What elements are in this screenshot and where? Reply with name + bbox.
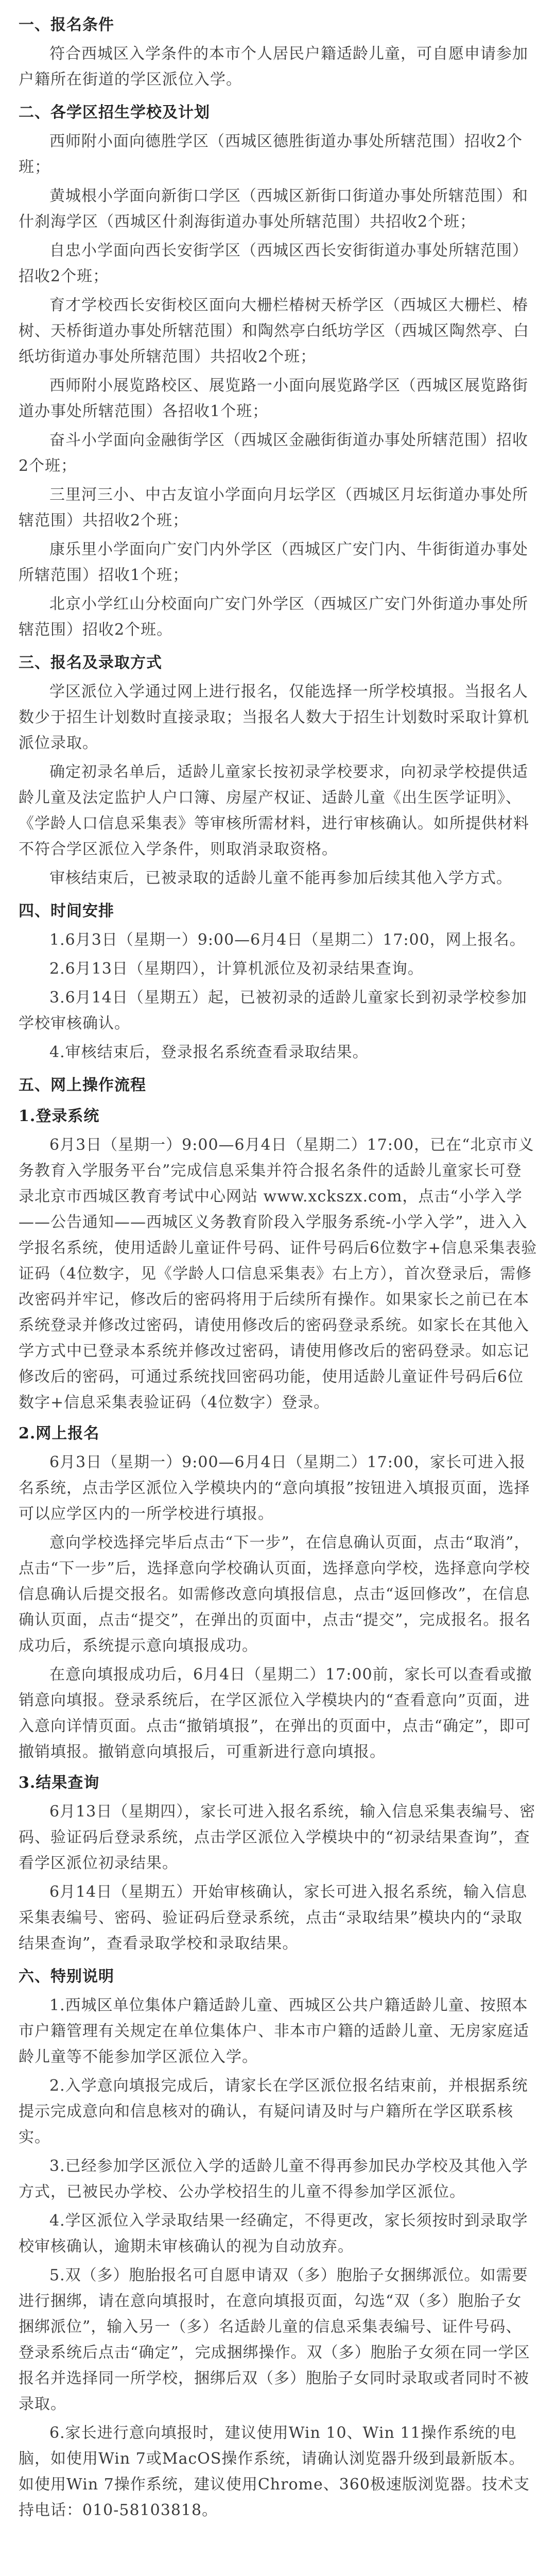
paragraph: 4.学区派位入学录取结果一经确定，不得更改，家长须按时到录取学校审核确认，逾期未审核确认的视为自动放弃。 (19, 2212, 528, 2256)
section-heading: 三、报名及录取方式 (19, 654, 162, 672)
paragraph: 6月14日（星期五）开始审核确认，家长可进入报名系统，输入信息采集表编号、密码、验证码后登录系统，点击“录取结果”模块内的“录取结果查询”，查看录取学校和录取结果。 (19, 1883, 528, 1953)
paragraph: 奋斗小学面向金融街学区（西城区金融街街道办事处所辖范围）招收2个班； (19, 431, 528, 475)
section-heading: 四、时间安排 (19, 902, 114, 920)
paragraph: 1.6月3日（星期一）9:00—6月4日（星期二）17:00，网上报名。 (49, 931, 526, 949)
paragraph: 学区派位入学通过网上进行报名，仅能选择一所学校填报。当报名人数少于招生计划数时直接录取；当报名人数大于招生计划数时采取计算机派位录取。 (19, 683, 529, 752)
paragraph: 意向学校选择完毕后点击“下一步”，在信息确认页面，点击“取消”，点击“下一步”后，选择意向学校确认页面，选择意向学校，选择意向学校信息确认后提交报名。如需修改意向填报信息，点击“返回修改”，在信息确认页面，点击“提交”，在弹出的页面中，点击“提交”，完成报名。报名成功后，系统提示意向填报成功。 (19, 1534, 531, 1655)
paragraph: 审核结束后，已被录取的适龄儿童不能再参加后续其他入学方式。 (49, 869, 512, 887)
paragraph: 6月13日（星期四），家长可进入报名系统，输入信息采集表编号、密码、验证码后登录系统，点击学区派位入学模块中的“初录结果查询”，查看学区派位初录结果。 (19, 1803, 536, 1872)
paragraph: 在意向填报成功后，6月4日（星期二）17:00前，家长可以查看或撤销意向填报。登录系统后，在学区派位入学模块内的“查看意向”页面，进入意向详情页面。点击“撤销填报”，在弹出的页面中，点击“确定”，即可撤销填报。撤销意向填报后，可重新进行意向填报。 (19, 1666, 532, 1761)
paragraph: 4.审核结束后，登录报名系统查看录取结果。 (49, 1043, 369, 1061)
paragraph: 6.家长进行意向填报时，建议使用Win 10、Win 11操作系统的电脑，如使用Win 7或MacOS操作系统，请确认浏览器升级到最新版本。如使用Win 7操作系统，建议使用Chrome、360极速版浏览器。技术支持电话：010-58103818。 (19, 2424, 530, 2519)
paragraph: 3.6月14日（星期五）起，已被初录的适龄儿童家长到初录学校参加学校审核确认。 (19, 989, 527, 1032)
paragraph: 6月3日（星期一）9:00—6月4日（星期二）17:00，已在“北京市义务教育入学服务平台”完成信息采集并符合报名条件的适龄儿童家长可登录北京市西城区教育考试中心网站 www.xckszx.com，点击“小学入学——公告通知——西城区义务教育阶段入学服务系统-小学入学”，进入入学报名系统，使用适龄儿童证件号码、证件号码后6位数字+信息采集表验证码（4位数字，见《学龄人口信息采集表》右上方），首次登录后，需修改密码并牢记，修改后的密码将用于后续所有操作。如果家长之前已在本系统登录并修改过密码，请使用修改后的密码登录系统。如家长在其他入学方式中已登录本系统并修改过密码，请使用修改后的密码登录。如忘记修改后的密码，可通过系统找回密码功能，使用适龄儿童证件号码后6位数字+信息采集表验证码（4位数字）登录。 (19, 1136, 537, 1412)
subsection-heading: 2.网上报名 (19, 1425, 100, 1443)
paragraph: 西师附小面向德胜学区（西城区德胜街道办事处所辖范围）招收2个班； (19, 132, 523, 176)
paragraph: 2.入学意向填报完成后，请家长在学区派位报名结束前，并根据系统提示完成意向和信息核对的确认，有疑问请及时与户籍所在学区联系核实。 (19, 2077, 528, 2146)
paragraph: 2.6月13日（星期四），计算机派位及初录结果查询。 (49, 960, 424, 978)
section-heading: 二、各学区招生学校及计划 (19, 104, 210, 122)
paragraph: 康乐里小学面向广安门内外学区（西城区广安门内、牛街街道办事处所辖范围）招收1个班； (19, 540, 528, 584)
section-heading: 六、特别说明 (19, 1968, 114, 1986)
paragraph: 黄城根小学面向新街口学区（西城区新街口街道办事处所辖范围）和什刹海学区（西城区什刹海街道办事处所辖范围）共招收2个班； (19, 187, 528, 231)
paragraph: 确定初录名单后，适龄儿童家长按初录学校要求，向初录学校提供适龄儿童及法定监护人户口簿、房屋产权证、适龄儿童《出生医学证明》、《学龄人口信息采集表》等审核所需材料，进行审核确认。如所提供材料不符合学区派位入学条件，则取消录取资格。 (19, 763, 529, 858)
paragraph: 育才学校西长安街校区面向大栅栏椿树天桥学区（西城区大栅栏、椿树、天桥街道办事处所辖范围）和陶然亭白纸坊学区（西城区陶然亭、白纸坊街道办事处所辖范围）共招收2个班； (19, 296, 529, 366)
paragraph: 6月3日（星期一）9:00—6月4日（星期二）17:00，家长可进入报名系统，点击学区派位入学模块内的“意向填报”按钮进入填报页面，选择可以应学区内的一所学校进行填报。 (19, 1453, 530, 1523)
section-heading: 一、报名条件 (19, 16, 114, 34)
paragraph: 自忠小学面向西长安街学区（西城区西长安街街道办事处所辖范围）招收2个班； (19, 242, 528, 285)
paragraph: 1.西城区单位集体户籍适龄儿童、西城区公共户籍适龄儿童、按照本市户籍管理有关规定在单位集体户、非本市户籍的适龄儿童、无房家庭适龄儿童等不能参加学区派位入学。 (19, 1996, 529, 2066)
paragraph: 三里河三小、中古友谊小学面向月坛学区（西城区月坛街道办事处所辖范围）共招收2个班； (19, 486, 528, 530)
section-heading: 五、网上操作流程 (19, 1076, 146, 1094)
subsection-heading: 3.结果查询 (19, 1774, 100, 1792)
subsection-heading: 1.登录系统 (19, 1107, 100, 1125)
paragraph: 西师附小展览路校区、展览路一小面向展览路学区（西城区展览路街道办事处所辖范围）各招收1个班； (19, 377, 528, 420)
paragraph: 符合西城区入学条件的本市个人居民户籍适龄儿童，可自愿申请参加户籍所在街道的学区派位入学。 (19, 45, 528, 89)
paragraph: 3.已经参加学区派位入学的适龄儿童不得再参加民办学校及其他入学方式，已被民办学校、公办学校招生的儿童不得参加学区派位。 (19, 2157, 528, 2201)
paragraph: 北京小学红山分校面向广安门外学区（西城区广安门外街道办事处所辖范围）招收2个班。 (19, 595, 528, 639)
paragraph: 5.双（多）胞胎报名可自愿申请双（多）胞胎子女捆绑派位。如需要进行捆绑，请在意向填报时，在意向填报页面，勾选“双（多）胞胎子女捆绑派位”，输入另一（多）名适龄儿童的信息采集表编号、证件号码、登录系统后点击“确定”，完成捆绑操作。双（多）胞胎子女须在同一学区报名并选择同一所学校，捆绑后双（多）胞胎子女同时录取或者同时不被录取。 (19, 2266, 530, 2413)
